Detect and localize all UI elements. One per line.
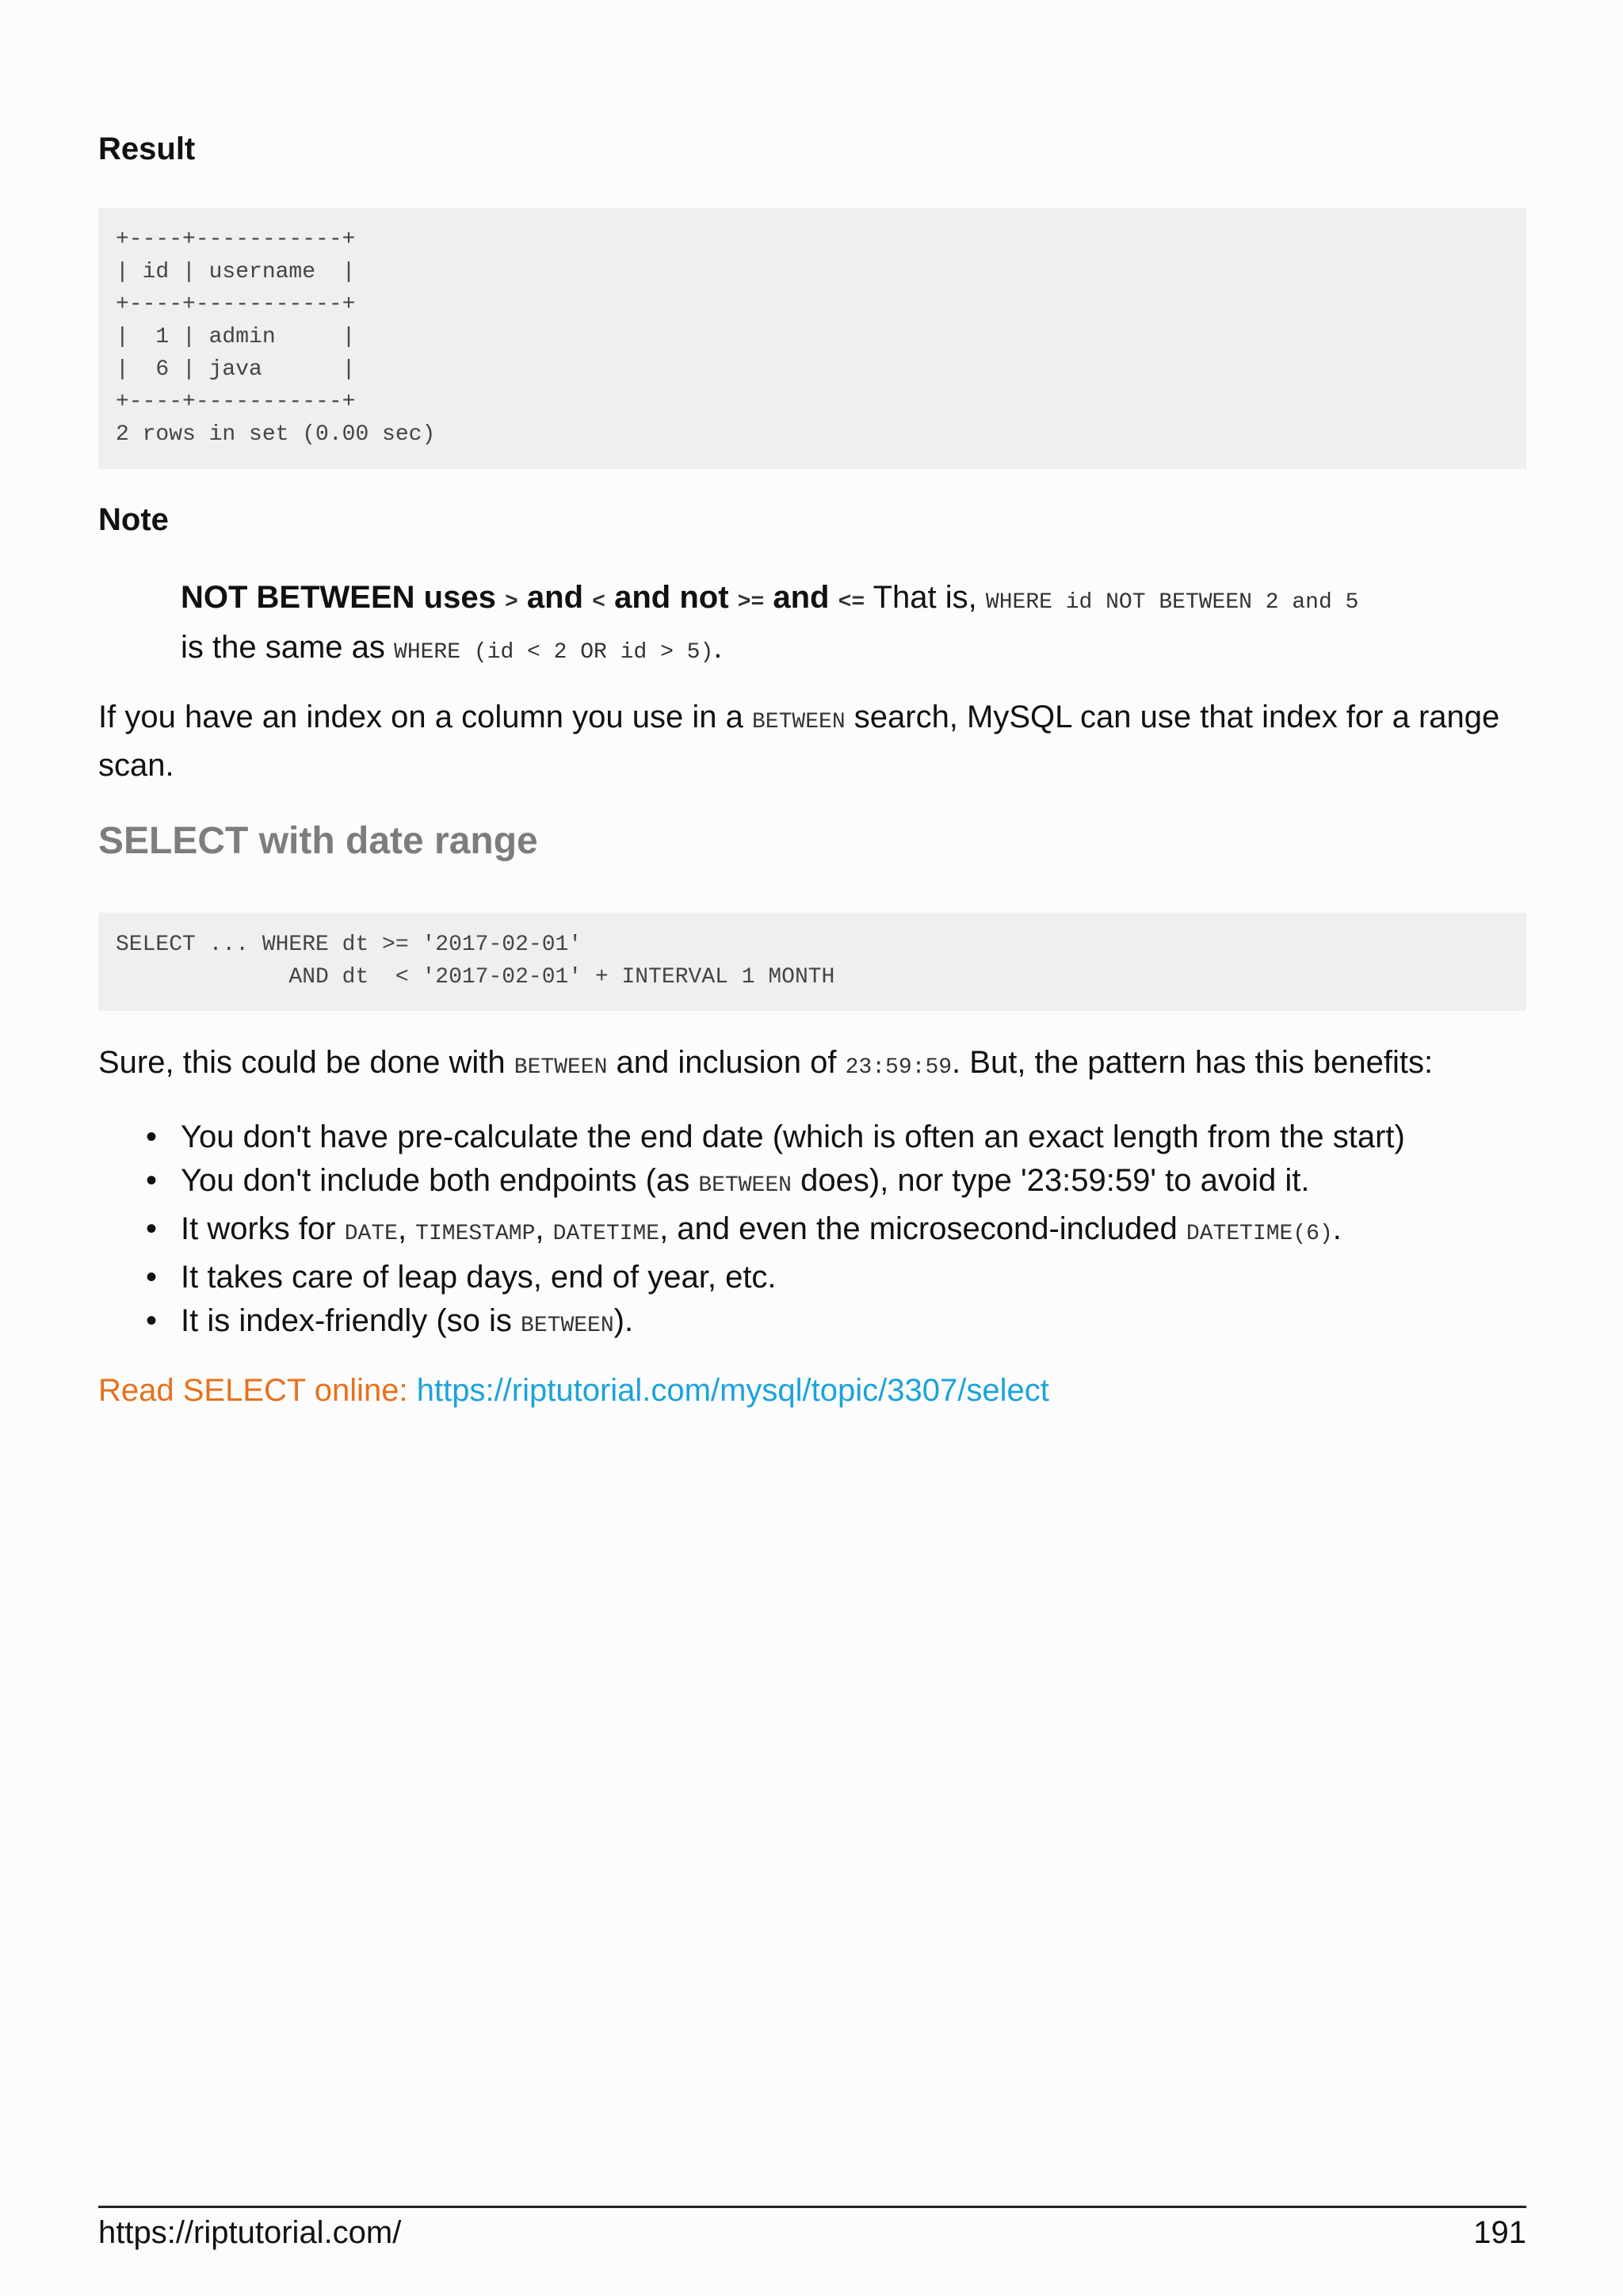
code-line: | id | username | xyxy=(116,260,356,284)
note-part: is the same as xyxy=(181,630,385,665)
bullet-icon: • xyxy=(146,1303,158,1338)
paragraph-text: and inclusion of xyxy=(616,1045,837,1080)
code-line: AND dt < '2017-02-01' + INTERVAL 1 MONTH xyxy=(116,965,835,990)
inline-code: DATE xyxy=(344,1222,398,1246)
list-item xyxy=(98,1299,1526,1348)
note-operator: > xyxy=(504,590,518,615)
note-inline-code: WHERE id NOT BETWEEN 2 and 5 xyxy=(985,590,1359,615)
paragraph-text: search, MySQL can use that index for a range scan. xyxy=(98,700,1500,783)
code-line: +----+-----------+ xyxy=(116,227,356,252)
code-line: +----+-----------+ xyxy=(116,390,356,414)
code-line: | 1 | admin | xyxy=(116,325,356,349)
list-item-text: It takes care of leap days, end of year, etc. xyxy=(181,1260,777,1295)
note-part: NOT BETWEEN uses xyxy=(181,580,496,615)
code-line: | 6 | java | xyxy=(116,357,356,382)
bullet-icon: • xyxy=(146,1119,158,1154)
inline-code: TIMESTAMP xyxy=(415,1222,536,1246)
code-line: 2 rows in set (0.00 sec) xyxy=(116,422,436,447)
note-part: and xyxy=(773,580,830,615)
inline-code: BETWEEN xyxy=(698,1173,792,1198)
list-item xyxy=(98,1256,1526,1299)
note-part: That is, xyxy=(873,580,977,615)
section-heading: SELECT with date range xyxy=(98,820,538,862)
bullet-icon: • xyxy=(146,1260,158,1295)
list-item: • It works for DATE, TIMESTAMP, DATETIME, and even the microsecond-included DATETIME(6). xyxy=(98,1207,1526,1256)
bullet-icon: • xyxy=(146,1163,158,1198)
inline-code: 23:59:59 xyxy=(845,1055,953,1080)
index-paragraph xyxy=(98,696,1526,788)
document-page xyxy=(98,0,1526,2296)
code-line: SELECT ... WHERE dt >= '2017-02-01' xyxy=(116,933,582,957)
note-part: and xyxy=(526,580,584,615)
read-online-link[interactable]: https://riptutorial.com/mysql/topic/3307/select xyxy=(416,1373,1049,1408)
list-item-text: does), nor type '23:59:59' to avoid it. xyxy=(800,1163,1310,1198)
note-operator: >= xyxy=(737,590,765,615)
read-online-label: Read SELECT online: xyxy=(98,1373,408,1408)
list-item-text: It is index-friendly (so is xyxy=(181,1303,512,1338)
benefits-list xyxy=(98,1116,1526,1348)
inline-code: BETWEEN xyxy=(514,1055,608,1080)
note-inline-code: WHERE (id < 2 OR id > 5) xyxy=(394,640,714,665)
paragraph-text: Sure, this could be done with xyxy=(98,1045,506,1080)
result-code-block xyxy=(98,208,1526,469)
list-item-text: , and even the microsecond-included xyxy=(659,1211,1178,1246)
sure-paragraph xyxy=(98,1041,1526,1089)
paragraph-text: . But, the pattern has this benefits: xyxy=(952,1045,1434,1080)
list-item xyxy=(98,1159,1526,1207)
code-line: +----+-----------+ xyxy=(116,292,356,317)
note-operator: < xyxy=(592,590,605,615)
footer-url: https://riptutorial.com/ xyxy=(98,2215,402,2250)
list-item-text: You don't have pre-calculate the end date (which is often an exact length from the start) xyxy=(181,1119,1405,1154)
list-item-text: It works for xyxy=(181,1211,336,1246)
footer-divider xyxy=(98,2206,1526,2208)
page-number: 191 xyxy=(1473,2215,1526,2250)
inline-code: DATETIME(6) xyxy=(1186,1222,1333,1246)
list-item-text: You don't include both endpoints (as xyxy=(181,1163,690,1198)
list-item xyxy=(98,1116,1526,1159)
result-heading: Result xyxy=(98,132,196,166)
bullet-icon: • xyxy=(146,1211,158,1246)
inline-code: BETWEEN xyxy=(521,1314,614,1338)
paragraph-text: If you have an index on a column you use in a xyxy=(98,700,743,734)
note-part: . xyxy=(713,630,723,665)
inline-code: BETWEEN xyxy=(752,710,846,734)
note-operator: <= xyxy=(838,590,865,615)
inline-code: DATETIME xyxy=(552,1222,660,1246)
read-online xyxy=(98,1369,1049,1413)
note-part: and not xyxy=(614,580,729,615)
list-item-text: ). xyxy=(613,1303,634,1338)
date-range-code-block xyxy=(98,913,1526,1011)
note-heading: Note xyxy=(98,502,169,537)
note-text xyxy=(181,575,1528,675)
